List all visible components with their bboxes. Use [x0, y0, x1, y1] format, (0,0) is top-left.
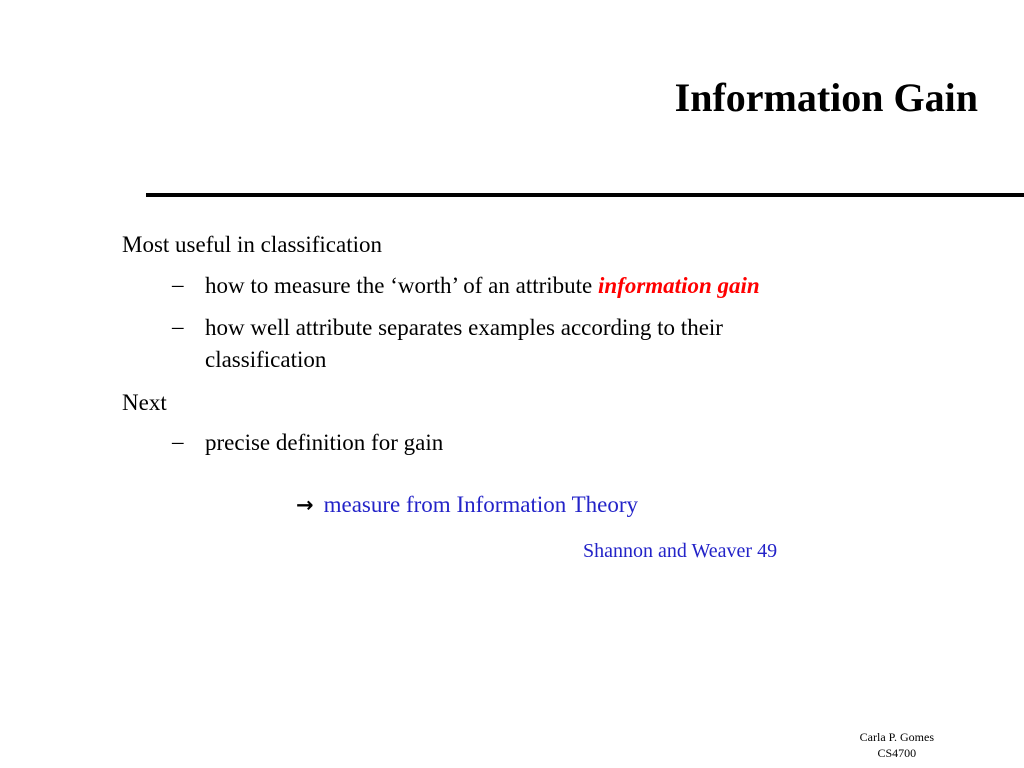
- sub-bullet-dash: –: [172, 429, 184, 454]
- information-theory-line: [296, 492, 638, 518]
- footer-course: CS4700: [877, 745, 917, 760]
- bullet-item-most-useful: Most useful in classification: [122, 232, 382, 257]
- slide-footer: [860, 730, 934, 761]
- right-arrow-icon: →: [296, 493, 314, 517]
- sub-bullet-separates-line2: classification: [205, 347, 327, 372]
- citation-text: Shannon and Weaver 49: [583, 540, 778, 562]
- sub-bullet-precise-definition: precise definition for gain: [205, 430, 444, 455]
- sub-bullet-measure-worth: [205, 272, 760, 300]
- footer-author: Carla P. Gomes: [859, 730, 934, 744]
- sub-bullet-separates-line1: how well attribute separates examples according to their: [205, 315, 723, 340]
- slide-title: Information Gain: [674, 75, 978, 120]
- bullet-item-next: Next: [122, 390, 167, 415]
- title-underline: [146, 193, 1024, 197]
- sub-bullet-dash: –: [172, 272, 184, 297]
- information-theory-text: measure from Information Theory: [323, 492, 639, 517]
- sub-bullet-measure-worth-text: how to measure the ‘worth’ of an attribute: [205, 273, 593, 298]
- sub-bullet-dash: –: [172, 314, 184, 339]
- information-gain-emphasis: information gain: [598, 273, 760, 298]
